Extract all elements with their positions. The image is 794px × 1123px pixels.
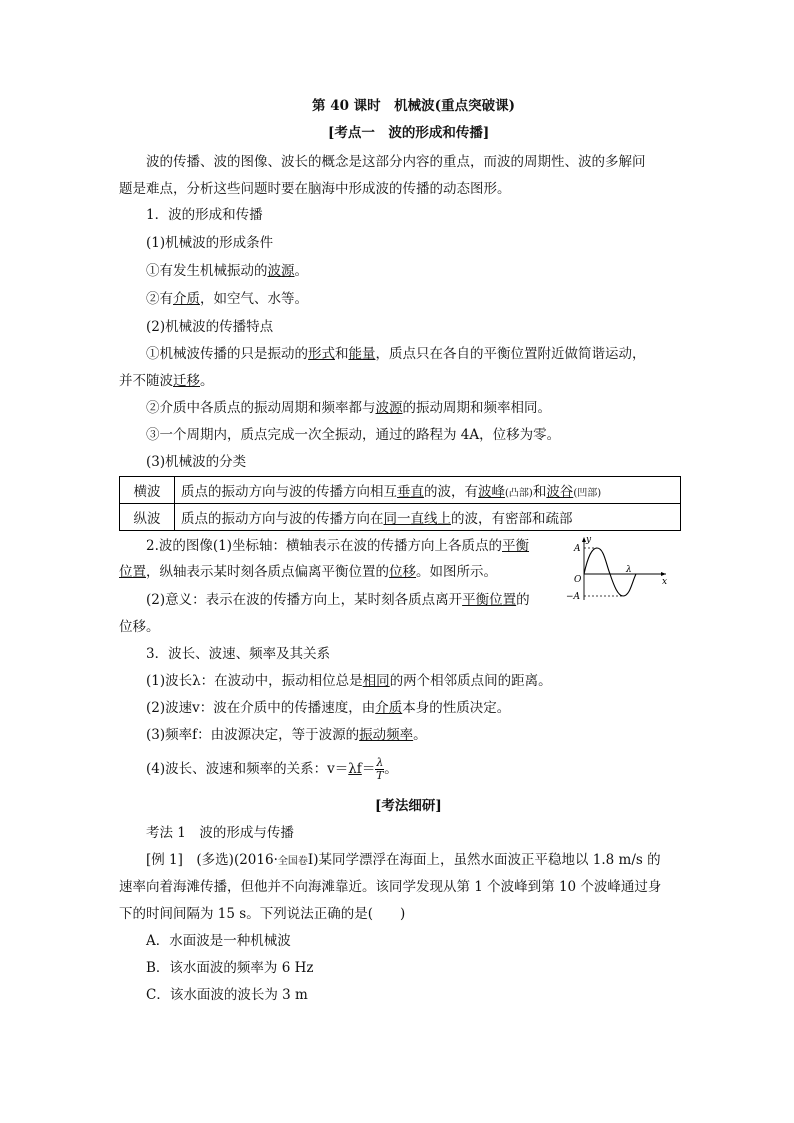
blank-answer: 波源 <box>375 400 403 416</box>
wavelength-label: λ <box>626 565 632 575</box>
note: (凹部) <box>573 488 602 499</box>
wavelength-def <box>146 672 552 690</box>
blank-answer: 能量 <box>348 346 376 362</box>
example-line-3: 下的时间间隔为 15 s。下列说法正确的是( ) <box>119 906 406 922</box>
wave-graph <box>562 534 672 604</box>
x-label: x <box>662 577 668 587</box>
condition-1 <box>146 262 308 280</box>
text: (2)波速v：波在介质中的传播速度，由 <box>146 700 376 716</box>
y-label: y <box>586 535 592 545</box>
text: [例 1] (多选)(2016· <box>146 852 278 868</box>
numerator: λ <box>376 756 384 769</box>
table-head-cell: 横波 <box>120 477 175 504</box>
graph-line-1 <box>146 537 529 555</box>
text: ①机械波传播的只是振动的 <box>146 346 308 362</box>
heading-1-2: (2)机械波的传播特点 <box>146 319 274 335</box>
graph-line-3 <box>146 591 530 609</box>
blank-answer: 相同 <box>362 673 390 689</box>
text: (4)波长、波速和频率的关系：v＝ <box>146 761 349 777</box>
lesson-title: 第 40 课时 机械波(重点突破课) <box>312 98 515 114</box>
option-a: A．水面波是一种机械波 <box>146 933 291 949</box>
origin-label: O <box>574 575 582 585</box>
text: ②介质中各质点的振动周期和频率都与 <box>146 400 376 416</box>
blank-answer: 平衡 <box>502 538 530 554</box>
text: ，质点只在各自的平衡位置附近做简谐运动， <box>375 346 646 362</box>
text: 。 <box>294 263 308 279</box>
table-head-cell: 纵波 <box>120 504 175 531</box>
blank-answer: 介质 <box>173 291 200 307</box>
intro-line-2: 题是难点，分析这些问题时要在脑海中形成波的传播的动态图形。 <box>119 181 511 197</box>
blank-answer: 波谷 <box>546 484 574 500</box>
blank-answer: 波源 <box>267 263 295 279</box>
text: 和 <box>532 484 547 500</box>
text: 质点的振动方向与波的传播方向在 <box>181 511 384 527</box>
blank-answer: 迁移 <box>173 373 200 389</box>
intro-line-1: 波的传播、波的图像、波长的概念是这部分内容的重点，而波的周期性、波的多解问 <box>146 154 646 170</box>
text: 和 <box>335 346 349 362</box>
blank-answer: 振动频率 <box>359 727 414 743</box>
text: 本身的性质决定。 <box>402 700 511 716</box>
blank-answer: 位移 <box>389 564 416 580</box>
table-cell <box>175 477 681 504</box>
fraction <box>375 757 384 782</box>
x-axis-arrow <box>661 572 666 576</box>
heading-1-1: (1)机械波的形成条件 <box>146 235 274 251</box>
denominator: T <box>376 769 384 782</box>
graph-line-2 <box>119 563 497 581</box>
text: ，纵轴表示某时刻各质点偏离平衡位置的 <box>146 564 389 580</box>
text: 质点的振动方向与波的传播方向相互 <box>181 484 397 500</box>
wavespeed-def <box>146 699 510 717</box>
feature-1-line-2 <box>119 372 214 390</box>
table-cell <box>175 504 681 531</box>
text: (3)频率f：由波源决定，等于波源的 <box>146 727 360 743</box>
text: 的两个相邻质点间的距离。 <box>389 673 552 689</box>
feature-2 <box>146 399 551 417</box>
text: (1)波长λ：在波动中，振动相位总是 <box>146 673 363 689</box>
table-row <box>120 504 681 531</box>
text: 的波，有密部和疏部 <box>451 511 573 527</box>
graph-line-4: 位移。 <box>119 619 160 635</box>
text: ，如空气、水等。 <box>200 291 308 307</box>
table-row <box>120 477 681 504</box>
example-line-2: 速率向着海滩传播，但他并不向海滩靠近。该同学发现从第 1 个波峰到第 10 个波峰通过身 <box>119 879 662 895</box>
section-heading-1: [考点一 波的形成和传播] <box>328 125 490 141</box>
neg-amplitude-label: −A <box>566 592 581 602</box>
method-heading: 考法 1 波的形成与传播 <box>146 825 294 841</box>
note: (凸部) <box>505 488 533 499</box>
text: 。 <box>413 727 427 743</box>
text: 的 <box>516 592 530 608</box>
text: ①有发生机械振动的 <box>146 263 268 279</box>
text: 并不随波 <box>119 373 173 389</box>
text: 2.波的图像(1)坐标轴：横轴表示在波的传播方向上各质点的 <box>146 538 503 554</box>
blank-answer: λf <box>348 761 362 777</box>
condition-2 <box>146 290 308 308</box>
feature-3: ③一个周期内，质点完成一次全振动，通过的路程为 4A，位移为零。 <box>146 427 561 443</box>
source-note: 全国卷 <box>277 856 308 867</box>
feature-1-line-1 <box>146 345 646 363</box>
text: 的波，有 <box>424 484 478 500</box>
blank-answer: 平衡位置 <box>462 592 517 608</box>
section-heading-2: [考法细研] <box>375 798 442 814</box>
text: (2)意义：表示在波的传播方向上，某时刻各质点离开 <box>146 592 463 608</box>
text: 。 <box>384 761 398 777</box>
heading-1-3: (3)机械波的分类 <box>146 454 247 470</box>
text: ②有 <box>146 291 173 307</box>
option-c: C．该水面波的波长为 3 m <box>146 987 308 1003</box>
text: 的振动周期和频率相同。 <box>402 400 551 416</box>
blank-answer: 形式 <box>308 346 335 362</box>
text: Ⅰ)某同学漂浮在海面上，虽然水面波正平稳地以 1.8 m/s 的 <box>307 852 661 868</box>
blank-answer: 位置 <box>119 564 146 580</box>
option-b: B．该水面波的频率为 6 Hz <box>146 960 314 976</box>
text: 。 <box>200 373 214 389</box>
blank-answer: 垂直 <box>397 484 424 500</box>
example-line-1 <box>146 851 661 871</box>
blank-answer: 同一直线上 <box>383 511 451 527</box>
heading-3: 3．波长、波速、频率及其关系 <box>146 646 331 662</box>
text: 。如图所示。 <box>416 564 497 580</box>
frequency-def <box>146 726 427 744</box>
heading-1: 1．波的形成和传播 <box>146 207 263 223</box>
text: ＝ <box>361 761 376 777</box>
blank-answer: 介质 <box>375 700 403 716</box>
wave-classification-table <box>119 476 681 531</box>
blank-answer: 波峰 <box>478 484 505 500</box>
amplitude-label: A <box>574 544 581 554</box>
relation-formula <box>146 757 398 782</box>
